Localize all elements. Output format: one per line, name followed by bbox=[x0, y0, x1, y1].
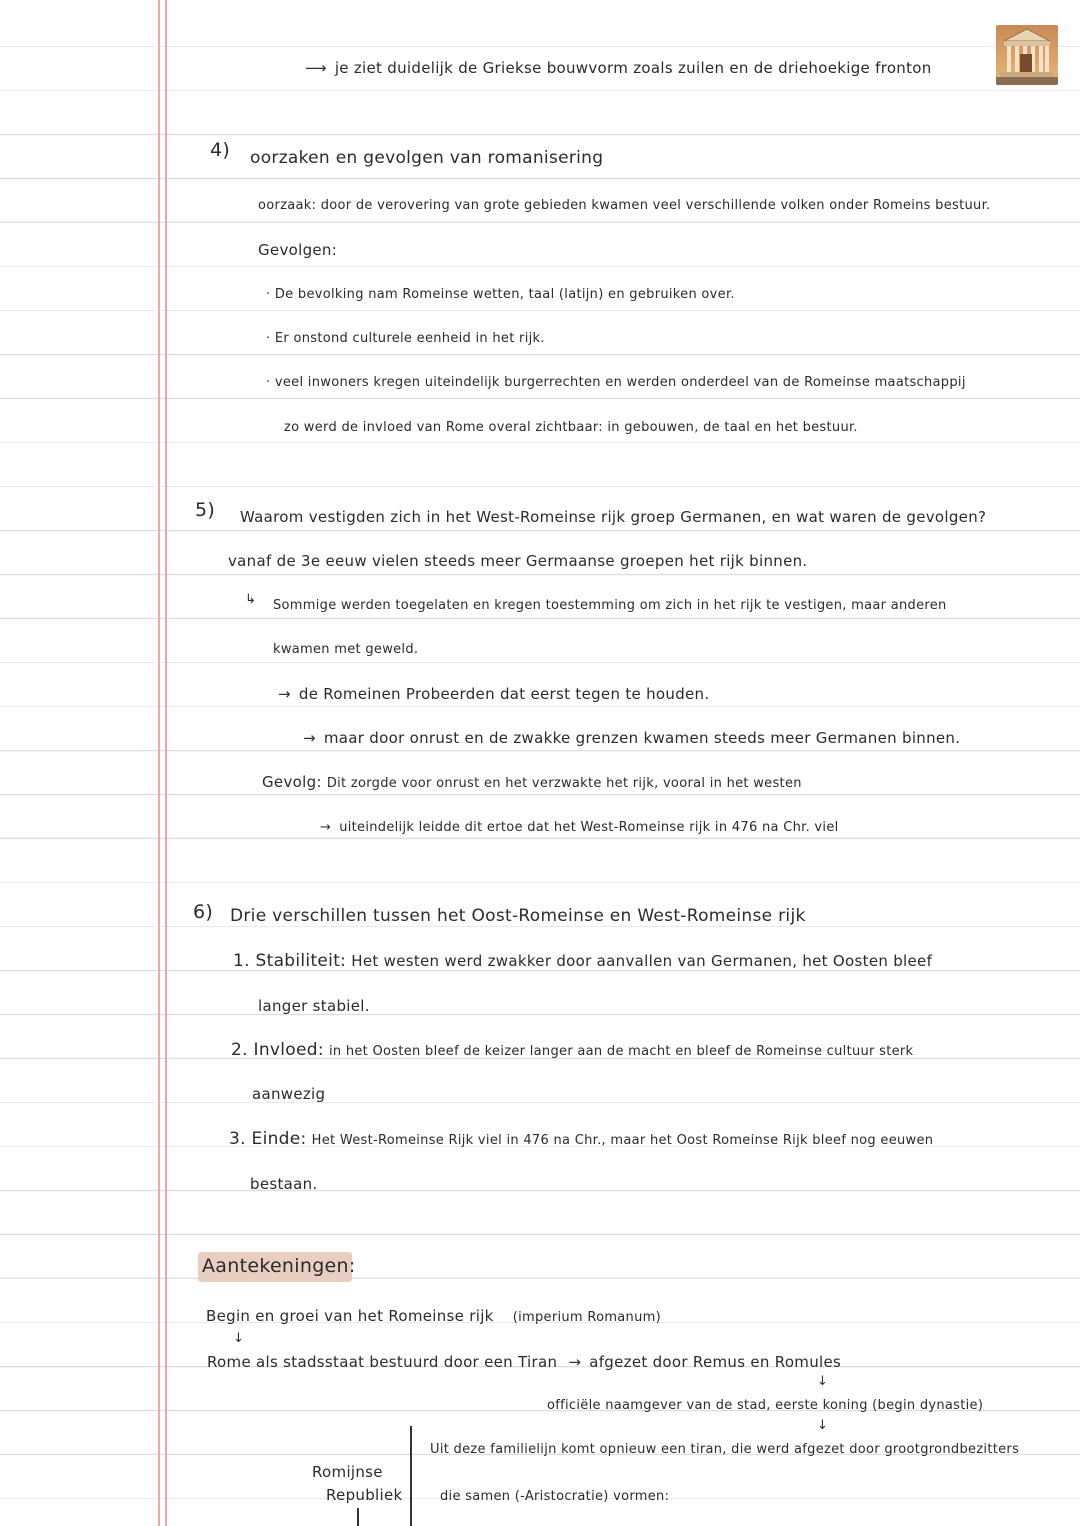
republic-label-2: Republiek bbox=[326, 1486, 403, 1504]
q5-line-4: → maar door onrust en de zwakke grenzen kwamen steeds meer Germanen binnen. bbox=[303, 729, 961, 747]
arrow-down-icon: ↓ bbox=[233, 1331, 245, 1346]
q6-item-3: 3. Einde: Het West-Romeinse Rijk viel in 476 na Chr., maar het Oost Romeinse Rijk bleef nog eeuwen bbox=[229, 1129, 934, 1149]
q5-final: → uiteindelijk leidde dit ertoe dat het West-Romeinse rijk in 476 na Chr. viel bbox=[320, 820, 839, 835]
q4-effect-1: · De bevolking nam Romeinse wetten, taal (latijn) en gebruiken over. bbox=[266, 287, 735, 302]
arrow-right-icon: ⟶ bbox=[305, 59, 327, 77]
intro-line bbox=[305, 58, 932, 78]
margin-line bbox=[165, 0, 167, 1526]
q6-title: Drie verschillen tussen het Oost-Romeinse en West-Romeinse rijk bbox=[230, 906, 806, 926]
q5-result: Gevolg: Dit zorgde voor onrust en het verzwakte het rijk, vooral in het westen bbox=[262, 773, 802, 791]
intro-text: je ziet duidelijk de Griekse bouwvorm zoals zuilen en de driehoekige fronton bbox=[334, 59, 932, 77]
notes-line-3: officiële naamgever van de stad, eerste koning (begin dynastie) bbox=[547, 1398, 984, 1413]
q4-effect-3: · veel inwoners kregen uiteindelijk burgerrechten en werden onderdeel van de Romeinse maatschappij bbox=[266, 375, 966, 390]
q6-item-2-cont: aanwezig bbox=[252, 1085, 326, 1103]
q4-cause: oorzaak: door de verovering van grote gebieden kwamen veel verschillende volken onder Romeins bestuur. bbox=[258, 198, 991, 213]
q4-effects-label: Gevolgen: bbox=[258, 241, 338, 259]
notes-line-4: Uit deze familielijn komt opnieuw een tiran, die werd afgezet door grootgrondbezitters bbox=[430, 1442, 1020, 1457]
notes-line-5: die samen (-Aristocratie) vormen: bbox=[440, 1489, 670, 1504]
q5-line-3: → de Romeinen Probeerden dat eerst tegen te houden. bbox=[278, 685, 710, 703]
notes-line-1: Begin en groei van het Romeinse rijk (imperium Romanum) bbox=[206, 1307, 661, 1325]
divider-line bbox=[410, 1426, 412, 1526]
q4-effect-2: · Er onstond culturele eenheid in het rijk. bbox=[266, 331, 545, 346]
q5-line-2b: kwamen met geweld. bbox=[273, 642, 419, 657]
arrow-down-icon: ↓ bbox=[817, 1418, 829, 1433]
q6-item-3-cont: bestaan. bbox=[250, 1175, 318, 1193]
q6-item-1-cont: langer stabiel. bbox=[258, 997, 370, 1015]
notes-heading: Aantekeningen: bbox=[202, 1255, 356, 1277]
q6-item-1: 1. Stabiliteit: Het westen werd zwakker door aanvallen van Germanen, het Oosten bleef bbox=[233, 951, 933, 971]
q4-number: 4) bbox=[210, 139, 231, 161]
arrow-right-icon: → bbox=[278, 685, 291, 703]
arrow-right-icon: → bbox=[303, 729, 316, 747]
roman-temple-image bbox=[996, 25, 1058, 85]
corner-arrow-icon: ↳ bbox=[245, 592, 257, 607]
notes-line-2: Rome als stadsstaat bestuurd door een Tiran → afgezet door Remus en Romules bbox=[207, 1353, 842, 1371]
q6-item-2: 2. Invloed: in het Oosten bleef de keizer langer aan de macht en bleef de Romeinse cultuur sterk bbox=[231, 1040, 914, 1060]
republic-label-1: Romijnse bbox=[312, 1463, 383, 1481]
arrow-down-icon: ↓ bbox=[817, 1374, 829, 1389]
margin-line bbox=[158, 0, 160, 1526]
q5-title: Waarom vestigden zich in het West-Romeinse rijk groep Germanen, en wat waren de gevolgen? bbox=[240, 508, 987, 526]
q4-conclusion: zo werd de invloed van Rome overal zichtbaar: in gebouwen, de taal en het bestuur. bbox=[284, 420, 858, 435]
q4-title: oorzaken en gevolgen van romanisering bbox=[250, 148, 604, 168]
arrow-right-icon: → bbox=[568, 1353, 582, 1371]
q5-line-2a: Sommige werden toegelaten en kregen toestemming om zich in het rijk te vestigen, maar anderen bbox=[273, 598, 947, 613]
divider-line bbox=[357, 1508, 359, 1526]
q6-number: 6) bbox=[193, 901, 214, 923]
q5-number: 5) bbox=[195, 499, 216, 521]
arrow-right-icon: → bbox=[320, 820, 332, 835]
q5-line-1: vanaf de 3e eeuw vielen steeds meer Germaanse groepen het rijk binnen. bbox=[228, 552, 808, 570]
